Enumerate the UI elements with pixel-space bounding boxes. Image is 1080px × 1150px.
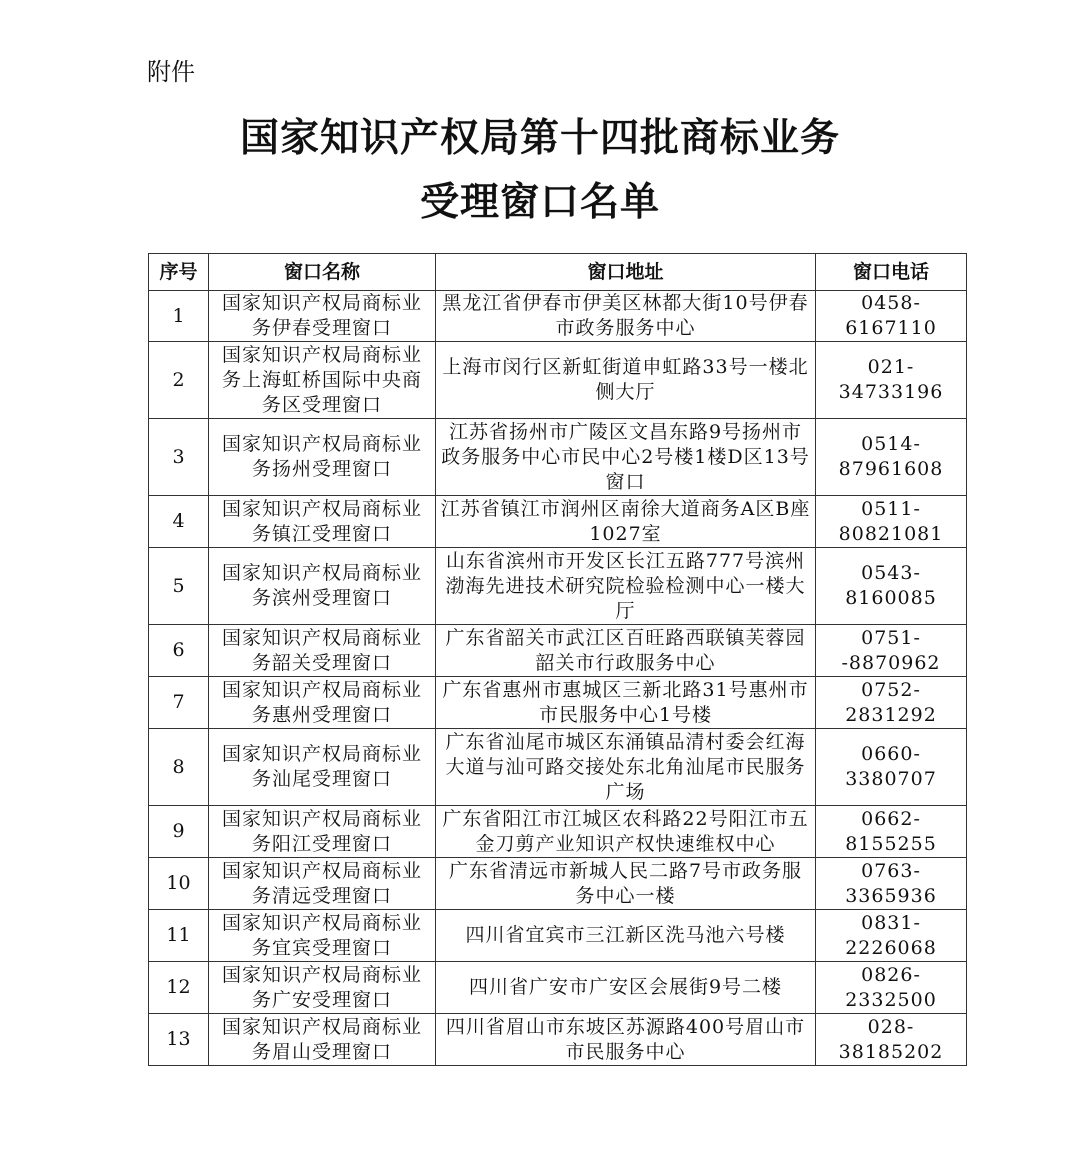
- cell-address: 四川省宜宾市三江新区洗马池六号楼: [436, 910, 816, 962]
- cell-name: 国家知识产权局商标业务镇江受理窗口: [209, 496, 436, 548]
- table-header-row: [149, 254, 967, 291]
- cell-address: 广东省清远市新城人民二路7号市政务服务中心一楼: [436, 858, 816, 910]
- cell-no: 10: [149, 858, 209, 910]
- cell-phone: 0660-3380707: [816, 729, 967, 806]
- table-row: [149, 342, 967, 419]
- cell-phone: 0763-3365936: [816, 858, 967, 910]
- cell-address: 四川省眉山市东坡区苏源路400号眉山市市民服务中心: [436, 1014, 816, 1066]
- header-phone: 窗口电话: [816, 254, 967, 291]
- header-name: 窗口名称: [209, 254, 436, 291]
- cell-no: 4: [149, 496, 209, 548]
- cell-name: 国家知识产权局商标业务惠州受理窗口: [209, 677, 436, 729]
- cell-no: 2: [149, 342, 209, 419]
- cell-phone: 0751--8870962: [816, 625, 967, 677]
- attachment-label: 附件: [147, 58, 195, 86]
- cell-name: 国家知识产权局商标业务宜宾受理窗口: [209, 910, 436, 962]
- cell-no: 9: [149, 806, 209, 858]
- cell-address: 广东省汕尾市城区东涌镇品清村委会红海大道与汕可路交接处东北角汕尾市民服务广场: [436, 729, 816, 806]
- cell-phone: 0752-2831292: [816, 677, 967, 729]
- cell-name: 国家知识产权局商标业务广安受理窗口: [209, 962, 436, 1014]
- cell-phone: 0826-2332500: [816, 962, 967, 1014]
- table-row: [149, 548, 967, 625]
- cell-address: 黑龙江省伊春市伊美区林都大街10号伊春市政务服务中心: [436, 291, 816, 342]
- cell-phone: 0458-6167110: [816, 291, 967, 342]
- cell-phone: 0511-80821081: [816, 496, 967, 548]
- cell-address: 广东省惠州市惠城区三新北路31号惠州市市民服务中心1号楼: [436, 677, 816, 729]
- cell-name: 国家知识产权局商标业务滨州受理窗口: [209, 548, 436, 625]
- table-row: [149, 962, 967, 1014]
- table-row: [149, 677, 967, 729]
- cell-no: 1: [149, 291, 209, 342]
- header-address: 窗口地址: [436, 254, 816, 291]
- cell-no: 13: [149, 1014, 209, 1066]
- cell-address: 广东省韶关市武江区百旺路西联镇芙蓉园韶关市行政服务中心: [436, 625, 816, 677]
- table-row: [149, 910, 967, 962]
- table-row: [149, 1014, 967, 1066]
- cell-address: 四川省广安市广安区会展街9号二楼: [436, 962, 816, 1014]
- cell-no: 11: [149, 910, 209, 962]
- cell-no: 5: [149, 548, 209, 625]
- cell-phone: 0514-87961608: [816, 419, 967, 496]
- cell-no: 3: [149, 419, 209, 496]
- cell-name: 国家知识产权局商标业务眉山受理窗口: [209, 1014, 436, 1066]
- cell-name: 国家知识产权局商标业务清远受理窗口: [209, 858, 436, 910]
- cell-address: 山东省滨州市开发区长江五路777号滨州渤海先进技术研究院检验检测中心一楼大厅: [436, 548, 816, 625]
- cell-phone: 021-34733196: [816, 342, 967, 419]
- table-row: [149, 625, 967, 677]
- table-row: [149, 419, 967, 496]
- header-no: 序号: [149, 254, 209, 291]
- cell-address: 广东省阳江市江城区农科路22号阳江市五金刀剪产业知识产权快速维权中心: [436, 806, 816, 858]
- table-row: [149, 729, 967, 806]
- cell-phone: 0543-8160085: [816, 548, 967, 625]
- cell-name: 国家知识产权局商标业务汕尾受理窗口: [209, 729, 436, 806]
- cell-phone: 0831-2226068: [816, 910, 967, 962]
- cell-no: 12: [149, 962, 209, 1014]
- document-title-line-2: 受理窗口名单: [419, 180, 660, 225]
- cell-address: 江苏省扬州市广陵区文昌东路9号扬州市政务服务中心市民中心2号楼1楼D区13号窗口: [436, 419, 816, 496]
- cell-no: 6: [149, 625, 209, 677]
- cell-phone: 0662-8155255: [816, 806, 967, 858]
- table-row: [149, 291, 967, 342]
- table-row: [149, 806, 967, 858]
- cell-address: 江苏省镇江市润州区南徐大道商务A区B座1027室: [436, 496, 816, 548]
- cell-name: 国家知识产权局商标业务伊春受理窗口: [209, 291, 436, 342]
- cell-name: 国家知识产权局商标业务韶关受理窗口: [209, 625, 436, 677]
- table-row: [149, 496, 967, 548]
- cell-no: 8: [149, 729, 209, 806]
- cell-phone: 028-38185202: [816, 1014, 967, 1066]
- cell-address: 上海市闵行区新虹街道申虹路33号一楼北侧大厅: [436, 342, 816, 419]
- document-title-line-1: 国家知识产权局第十四批商标业务: [239, 116, 840, 161]
- table-row: [149, 858, 967, 910]
- cell-no: 7: [149, 677, 209, 729]
- cell-name: 国家知识产权局商标业务上海虹桥国际中央商务区受理窗口: [209, 342, 436, 419]
- cell-name: 国家知识产权局商标业务阳江受理窗口: [209, 806, 436, 858]
- cell-name: 国家知识产权局商标业务扬州受理窗口: [209, 419, 436, 496]
- window-list-table: [148, 253, 967, 1066]
